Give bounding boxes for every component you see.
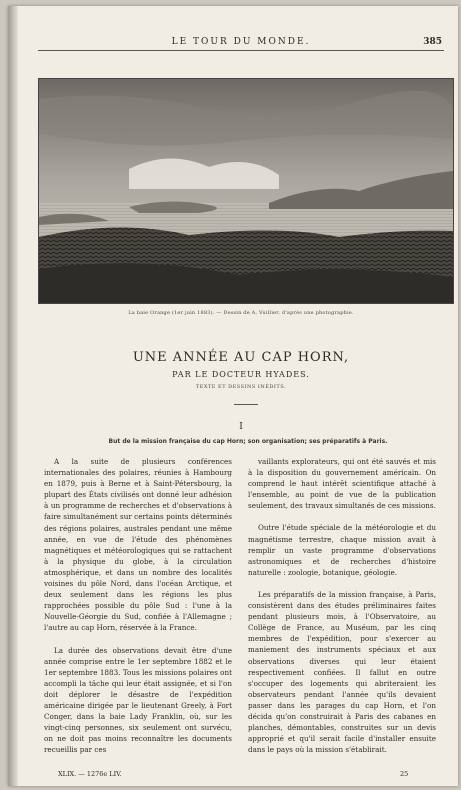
article-title: UNE ANNÉE AU CAP HORN, xyxy=(132,350,350,365)
book-page xyxy=(8,6,458,786)
paragraph: Outre l'étude spéciale de la météorologie et du magnétisme terrestre, chaque mission avait à remplir un vaste programme d'observations astronomiques et de recherches d'histoire naturelle : zoologie, botanique, géologie. xyxy=(248,523,436,577)
footer-signature: XLIX. — 1276e LIV. xyxy=(58,770,122,778)
footer-sheet-number: 25 xyxy=(400,770,409,778)
article-credit: TEXTE ET DESSINS INÉDITS. xyxy=(195,384,287,390)
section-numeral: I xyxy=(239,422,243,432)
paragraph: vaillants explorateurs, qui ont été sauvés et mis à la disposition du gouvernement américain. On comprend le haut intérêt scientifique attaché à l'ensemble, au point de vue de la publication seulement, des travaux simultanés de ces missions. xyxy=(248,457,436,511)
landscape-engraving xyxy=(38,78,454,304)
illustration-caption: La baie Orange (1er juin 1883). — Dessin de A. Vuillier, d'après une photographie. xyxy=(128,310,354,316)
paragraph: La durée des observations devait être d'une année comprise entre le 1er septembre 1882 et le 1er septembre 1883. Tous les missions polaires ont accompli la tâche qui leur était assignée, et si l'on doit déplorer le désastre de l'expédition américaine dirigée par le lieutenant Greely, à Fort Conger, dans la baie Lady Franklin, où, sur les vingt-cinq personnes, six seulement ont survécu, on ne doit pas moins reconnaître les documents recueillis par ces xyxy=(44,645,232,755)
text-column-right xyxy=(248,456,436,755)
paragraph: Les préparatifs de la mission française, à Paris, consistèrent dans des études préliminaires faites pendant plusieurs mois, à l'Observatoire, au Collège de France, au Muséum, par les cinq membres de l'expédition, pour s'exercer au maniement des instruments spéciaux et aux observations diverses qui leur étaient respectivement confiées. Il fallut en outre s'occuper des logements qui abriteraient les observateurs pendant l'année qu'ils devaient passer dans les parages du cap Horn, et l'on décida qu'on construirait à Paris des cabanes en planches, démontables, construites sur un devis approprié et qu'il serait facile d'installer ensuite dans le pays où la mission s'établirait. xyxy=(248,589,436,755)
article-author: PAR LE DOCTEUR HYADES. xyxy=(172,370,310,379)
text-column-left xyxy=(44,456,232,755)
page-binding-shadow xyxy=(8,6,18,786)
running-head xyxy=(38,36,444,51)
title-divider xyxy=(234,404,258,405)
page-number: 385 xyxy=(423,37,442,47)
section-summary: But de la mission française du cap Horn; son organisation; ses préparatifs à Paris. xyxy=(108,438,388,445)
paragraph: A la suite de plusieurs conférences internationales des polaires, réunies à Hambourg en 1879, puis à Berne et à Saint-Pétersbourg, la plupart des États civilisés ont donné leur adhésion à un programme de recherches et d'observations à faire simultanément sur certains points déterminés des régions polaires, australes pendant une même année, en vue de l'étude des phénomènes magnétiques et météorologiques qui se rattachent à la physique du globe, à la circulation atmosphérique, et dans un nombre des localités voisines du pôle Nord, dans l'océan Arctique, et deux seulement dans les régions les plus rapprochées possible du pôle Sud : l'une à la Nouvelle-Géorgie du Sud, confiée à l'Allemagne ; l'autre au cap Horn, réservée à la France. xyxy=(44,457,232,633)
running-title: LE TOUR DU MONDE. xyxy=(171,37,311,47)
